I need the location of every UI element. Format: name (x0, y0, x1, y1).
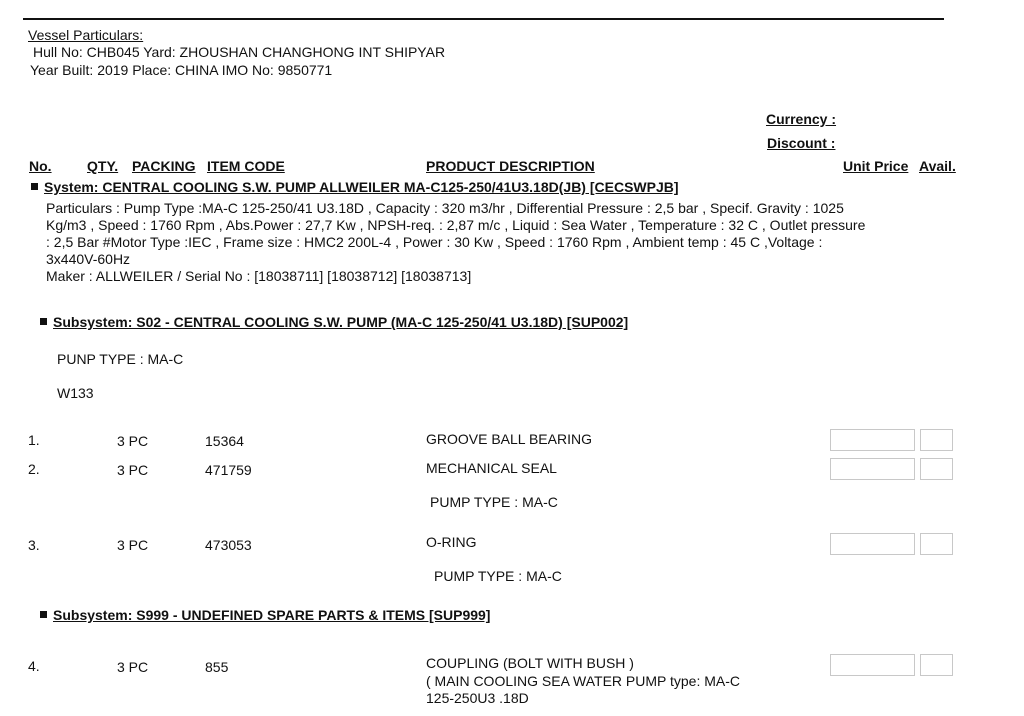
col-packing: PACKING (132, 158, 196, 174)
col-avail: Avail. (919, 158, 956, 174)
system-title-row (31, 179, 679, 196)
item-2-unit-price-input[interactable] (830, 458, 915, 480)
item-2-code: 471759 (205, 462, 252, 478)
item-2-qty: 3 PC (117, 462, 149, 478)
item-3-sub: PUMP TYPE : MA-C (434, 568, 562, 584)
col-description: PRODUCT DESCRIPTION (426, 158, 595, 174)
system-particulars-line-2: Kg/m3 , Speed : 1760 Rpm , Abs.Power : 27,7 Kw , NPSH-req. : 2,87 m/c , Liquid : Sea Water , Temperature : 32 C , Outlet pressure (46, 217, 866, 233)
subsystem-2-title: Subsystem: S999 - UNDEFINED SPARE PARTS & ITEMS [SUP999] (53, 607, 491, 623)
item-4-desc-line-2: ( MAIN COOLING SEA WATER PUMP type: MA-C (426, 673, 741, 689)
system-particulars-line-3: : 2,5 Bar #Motor Type :IEC , Frame size : HMC2 200L-4 , Power : 30 Kw , Speed : 1760 Rpm , Ambient temp : 45 C ,Voltage : (46, 234, 823, 250)
item-2-sub: PUMP TYPE : MA-C (430, 494, 558, 510)
bullet-square-icon (31, 183, 38, 190)
item-1-avail-input[interactable] (920, 429, 953, 451)
subsystem-1-title-row (40, 314, 628, 331)
item-3-qty: 3 PC (117, 537, 149, 553)
item-2-no: 2. (28, 461, 40, 477)
item-4-desc-line-3: 125-250U3 .18D (426, 690, 529, 706)
item-4-code: 855 (205, 659, 229, 675)
subsystem-1-note-2: W133 (57, 385, 94, 401)
item-3-code: 473053 (205, 537, 252, 553)
vessel-heading: Vessel Particulars: (28, 27, 144, 43)
col-no: No. (29, 158, 52, 174)
currency-label: Currency : (766, 111, 837, 127)
item-1-code: 15364 (205, 433, 244, 449)
top-rule (23, 18, 944, 20)
item-4-qty: 3 PC (117, 659, 149, 675)
item-3-no: 3. (28, 537, 40, 553)
item-4-avail-input[interactable] (920, 654, 953, 676)
item-4-desc-line-1: COUPLING (BOLT WITH BUSH ) (426, 655, 634, 671)
system-particulars-line-4: 3x440V-60Hz (46, 251, 131, 267)
system-maker: Maker : ALLWEILER / Serial No : [18038711] [18038712] [18038713] (46, 268, 472, 284)
item-2-avail-input[interactable] (920, 458, 953, 480)
item-2-desc: MECHANICAL SEAL (426, 460, 557, 476)
subsystem-1-title: Subsystem: S02 - CENTRAL COOLING S.W. PUMP (MA-C 125-250/41 U3.18D) [SUP002] (53, 314, 629, 330)
system-title: System: CENTRAL COOLING S.W. PUMP ALLWEILER MA-C125-250/41U3.18D(JB) [CECSWPJB] (44, 179, 679, 195)
item-3-desc: O-RING (426, 534, 477, 550)
col-qty: QTY. (87, 158, 119, 174)
item-1-unit-price-input[interactable] (830, 429, 915, 451)
bullet-square-icon (40, 611, 47, 618)
item-4-no: 4. (28, 658, 40, 674)
item-1-no: 1. (28, 432, 40, 448)
discount-label: Discount : (767, 135, 836, 151)
item-4-unit-price-input[interactable] (830, 654, 915, 676)
subsystem-2-title-row (40, 607, 490, 624)
col-unit-price: Unit Price (843, 158, 909, 174)
vessel-hull-line: Hull No: CHB045 Yard: ZHOUSHAN CHANGHONG INT SHIPYAR (33, 44, 446, 60)
item-3-unit-price-input[interactable] (830, 533, 915, 555)
item-1-qty: 3 PC (117, 433, 149, 449)
subsystem-1-note-1: PUNP TYPE : MA-C (57, 351, 184, 367)
vessel-year-line: Year Built: 2019 Place: CHINA IMO No: 9850771 (30, 62, 333, 78)
item-3-avail-input[interactable] (920, 533, 953, 555)
bullet-square-icon (40, 318, 47, 325)
item-1-desc: GROOVE BALL BEARING (426, 431, 592, 447)
col-item-code: ITEM CODE (207, 158, 285, 174)
system-particulars-line-1: Particulars : Pump Type :MA-C 125-250/41 U3.18D , Capacity : 320 m3/hr , Differential Pressure : 2,5 bar , Specif. Gravity : 1025 (46, 200, 844, 216)
